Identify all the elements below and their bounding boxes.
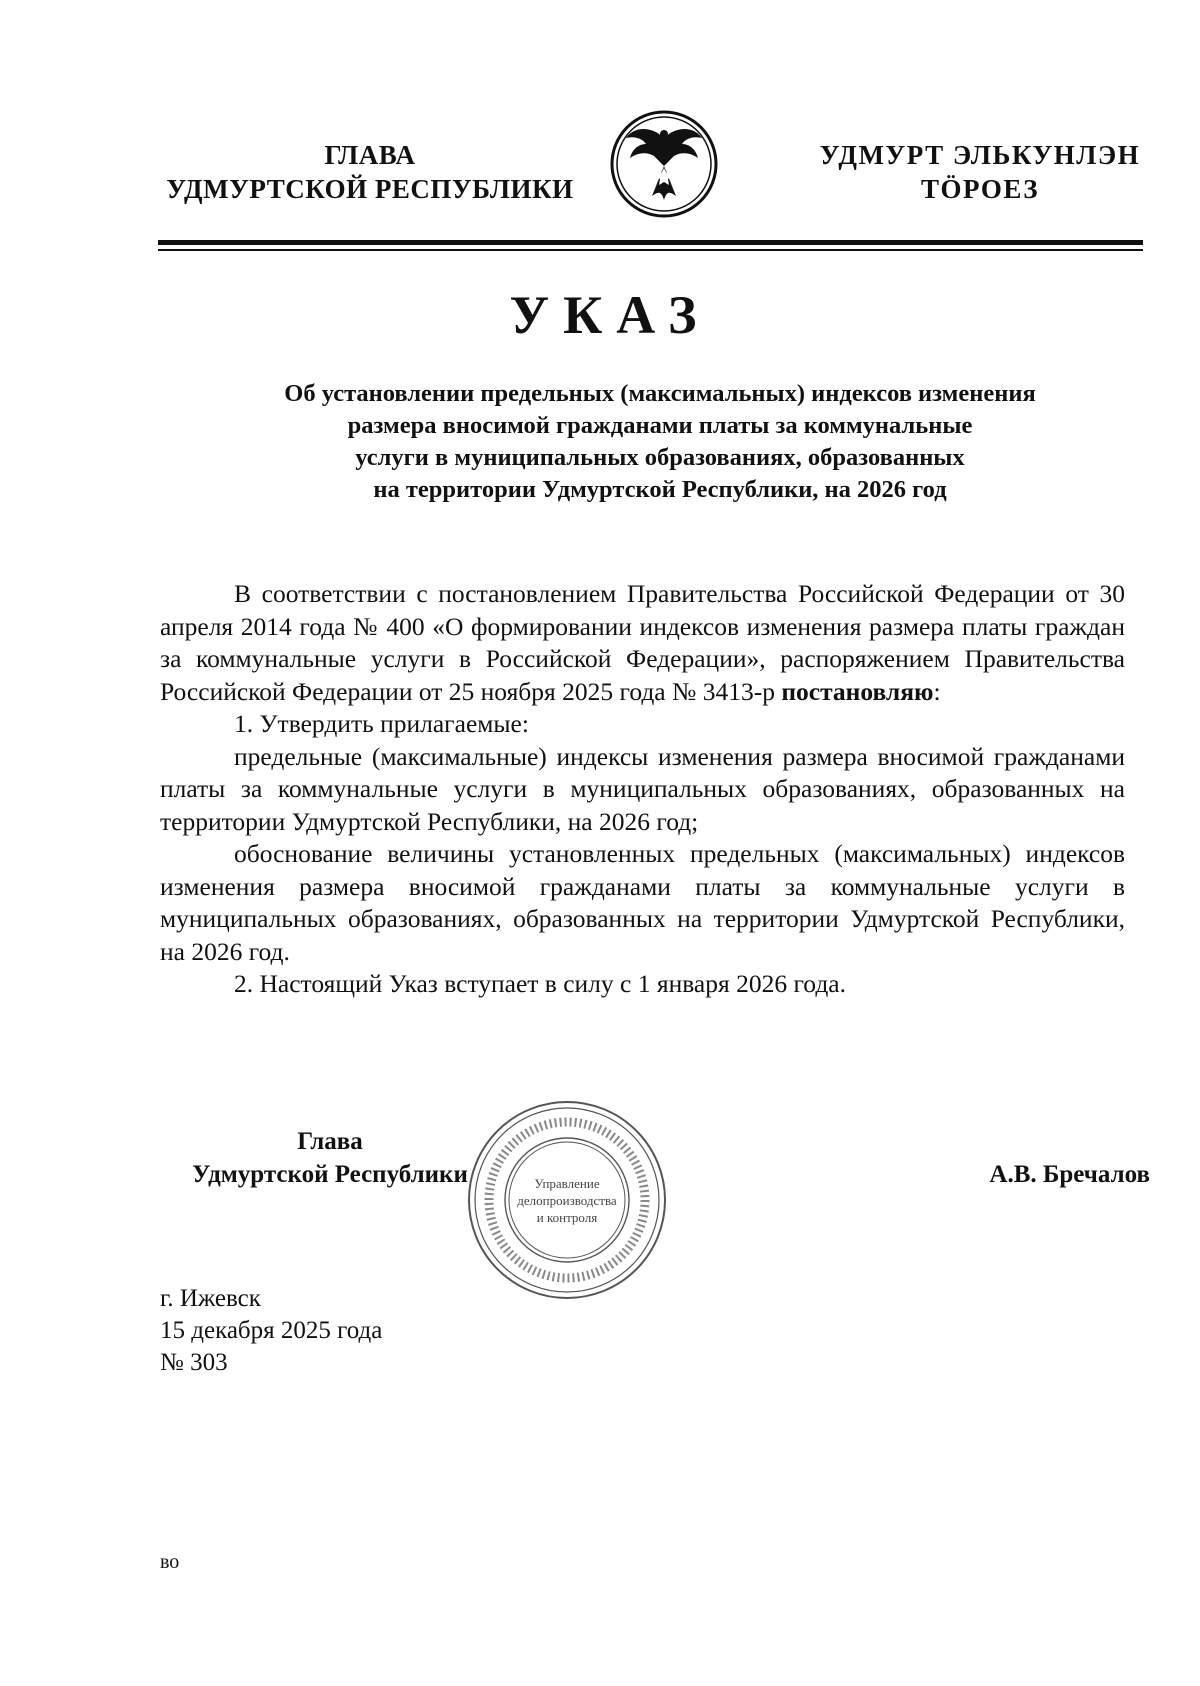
stamp-center-line-3: и контроля	[536, 1210, 598, 1225]
body-paragraph-item-2: 2. Настоящий Указ вступает в силу с 1 января 2026 года.	[234, 969, 846, 998]
signatory-position-line-2: Удмуртской Республики	[192, 1161, 468, 1188]
document-date: 15 декабря 2025 года	[160, 1317, 383, 1344]
issuer-udmurt-line-2: ТӦРОЕЗ	[921, 174, 1039, 204]
issuer-name-udmurt	[770, 138, 1190, 206]
document-title: УКАЗ	[509, 285, 711, 345]
stamp-center-line-1: Управление	[534, 1176, 600, 1191]
header-rule-thin	[158, 249, 1143, 251]
issuer-udmurt-line-1: УДМУРТ ЭЛЬКУНЛЭН	[819, 140, 1141, 170]
document-subject	[200, 378, 1120, 506]
preamble-text: В соответствии с постановлением Правительства Российской Федерации от 30 апреля 2014 года № 400 «О формировании индексов изменения размера платы граждан за коммунальные услуги в Российской Федерации», распоряжением Правительства Российской Федерации от 25 ноября 2025 года № 3413-р	[160, 579, 1125, 706]
document-body	[160, 578, 1125, 1001]
issuer-line-2: УДМУРТСКОЙ РЕСПУБЛИКИ	[166, 174, 574, 204]
footer-mark: во	[160, 1551, 180, 1573]
resolution-word: постановляю	[781, 676, 934, 706]
body-paragraph-preamble	[160, 578, 1125, 708]
document-number: № 303	[160, 1349, 228, 1376]
subject-line: размера вносимой гражданами платы за коммунальные	[347, 412, 973, 439]
subject-line: услуги в муниципальных образованиях, образованных	[355, 444, 965, 471]
official-stamp	[465, 1098, 670, 1303]
signatory-position-line-1: Глава	[297, 1128, 363, 1155]
document-city: г. Ижевск	[160, 1285, 261, 1312]
place-date-number	[160, 1283, 560, 1379]
preamble-colon: :	[933, 676, 941, 706]
stamp-center-line-2: делопроизводства	[517, 1193, 617, 1208]
subject-line: на территории Удмуртской Республики, на 2026 год	[373, 476, 947, 503]
issuer-name-russian	[130, 138, 610, 206]
header-rule-thick	[158, 240, 1143, 245]
subject-line: Об установлении предельных (максимальных) индексов изменения	[284, 380, 1036, 407]
body-paragraph-indexes: предельные (максимальные) индексы изменения размера вносимой гражданами платы за коммунальные услуги в муниципальных образованиях, образованных на территории Удмуртской Республики, на 2026 год;	[160, 741, 1125, 836]
udmurtia-coat-of-arms-icon	[608, 108, 720, 220]
signatory-name: А.В. Бречалов	[989, 1161, 1150, 1188]
issuer-line-1: ГЛАВА	[324, 140, 416, 170]
body-paragraph-justification: обоснование величины установленных предельных (максимальных) индексов изменения размера вносимой гражданами платы за коммунальные услуги в муниципальных образованиях, образованных на территории Удмуртской Республики, на 2026 год.	[160, 839, 1125, 966]
body-paragraph-item-1: 1. Утвердить прилагаемые:	[234, 709, 529, 738]
signatory-position	[160, 1125, 500, 1191]
